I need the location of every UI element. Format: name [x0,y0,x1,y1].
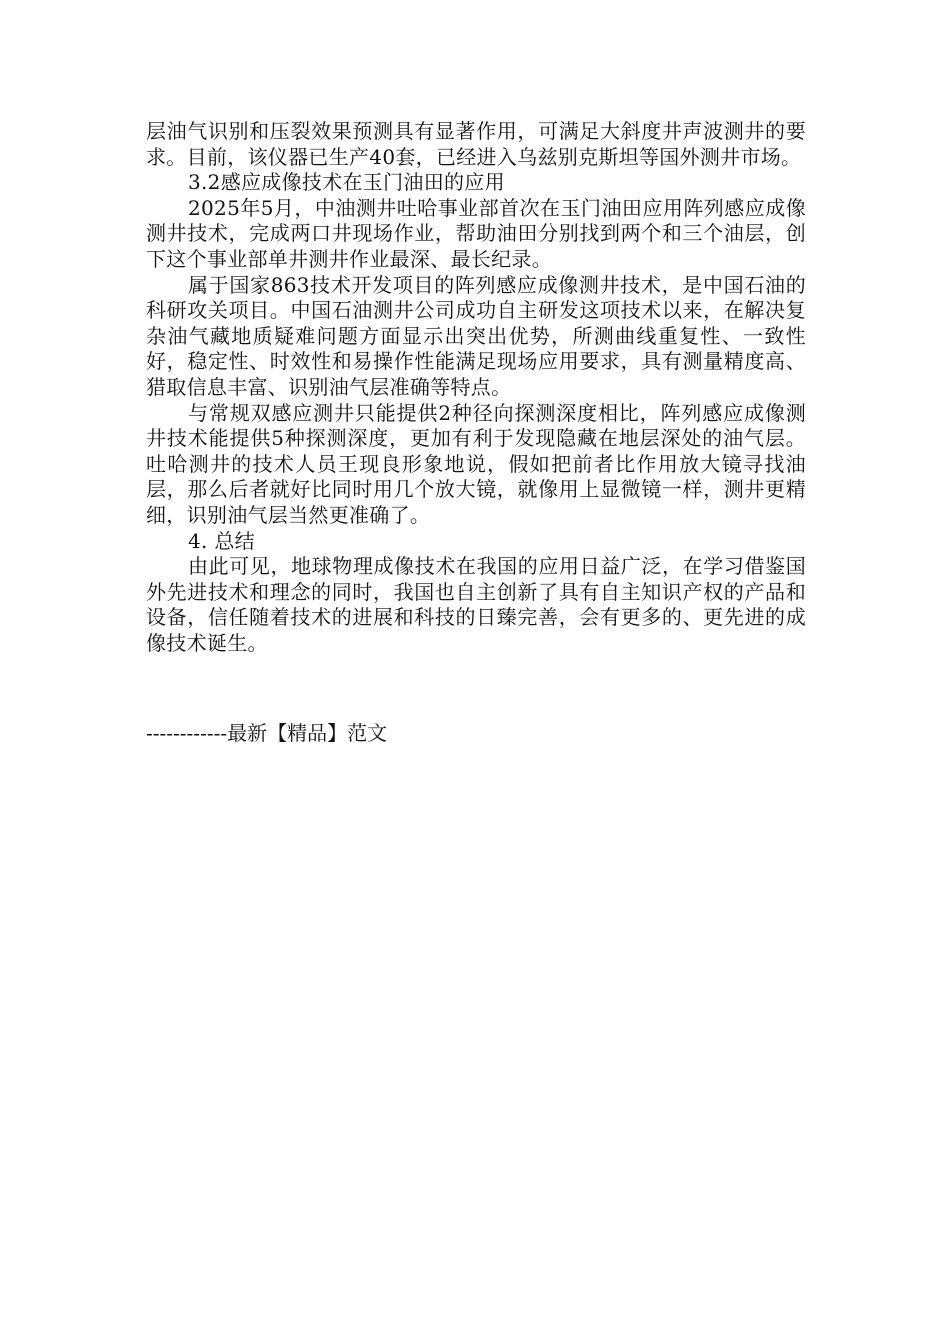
paragraph-continued: 层油气识别和压裂效果预测具有显著作用，可满足大斜度井声波测井的要求。目前，该仪器已生产40套，已经进入乌兹别克斯坦等国外测井市场。 [146,119,806,169]
paragraph-yumen-application: 2025年5月，中油测井吐哈事业部首次在玉门油田应用阵列感应成像测井技术，完成两口井现场作业，帮助油田分别找到两个和三个油层，创下这个事业部单井测井作业最深、最长纪录。 [146,195,806,271]
document-body [146,119,806,656]
paragraph-summary: 由此可见，地球物理成像技术在我国的应用日益广泛，在学习借鉴国外先进技术和理念的同时，我国也自主创新了具有自主知识产权的产品和设备，信任随着技术的进展和科技的日臻完善，会有更多的、更先进的成像技术诞生。 [146,554,806,655]
paragraph-863-project: 属于国家863技术开发项目的阵列感应成像测井技术，是中国石油的科研攻关项目。中国石油测井公司成功自主研发这项技术以来，在解决复杂油气藏地质疑难问题方面显示出突出优势，所测曲线重复性、一致性好，稳定性、时效性和易操作性能满足现场应用要求，具有测量精度高、猎取信息丰富、识别油气层准确等特点。 [146,272,806,399]
footer-text: ------------最新【精品】范文 [146,721,388,745]
section-heading-3-2: 3.2感应成像技术在玉门油田的应用 [188,170,505,195]
paragraph-array-induction-comparison: 与常规双感应测井只能提供2种径向探测深度相比，阵列感应成像测井技术能提供5种探测深度，更加有利于发现隐藏在地层深处的油气层。吐哈测井的技术人员王现良形象地说，假如把前者比作用放大镜寻找油层，那么后者就好比同时用几个放大镜，就像用上显微镜一样，测井更精细，识别油气层当然更准确了。 [146,400,806,527]
section-heading-summary: 4. 总结 [188,528,255,553]
